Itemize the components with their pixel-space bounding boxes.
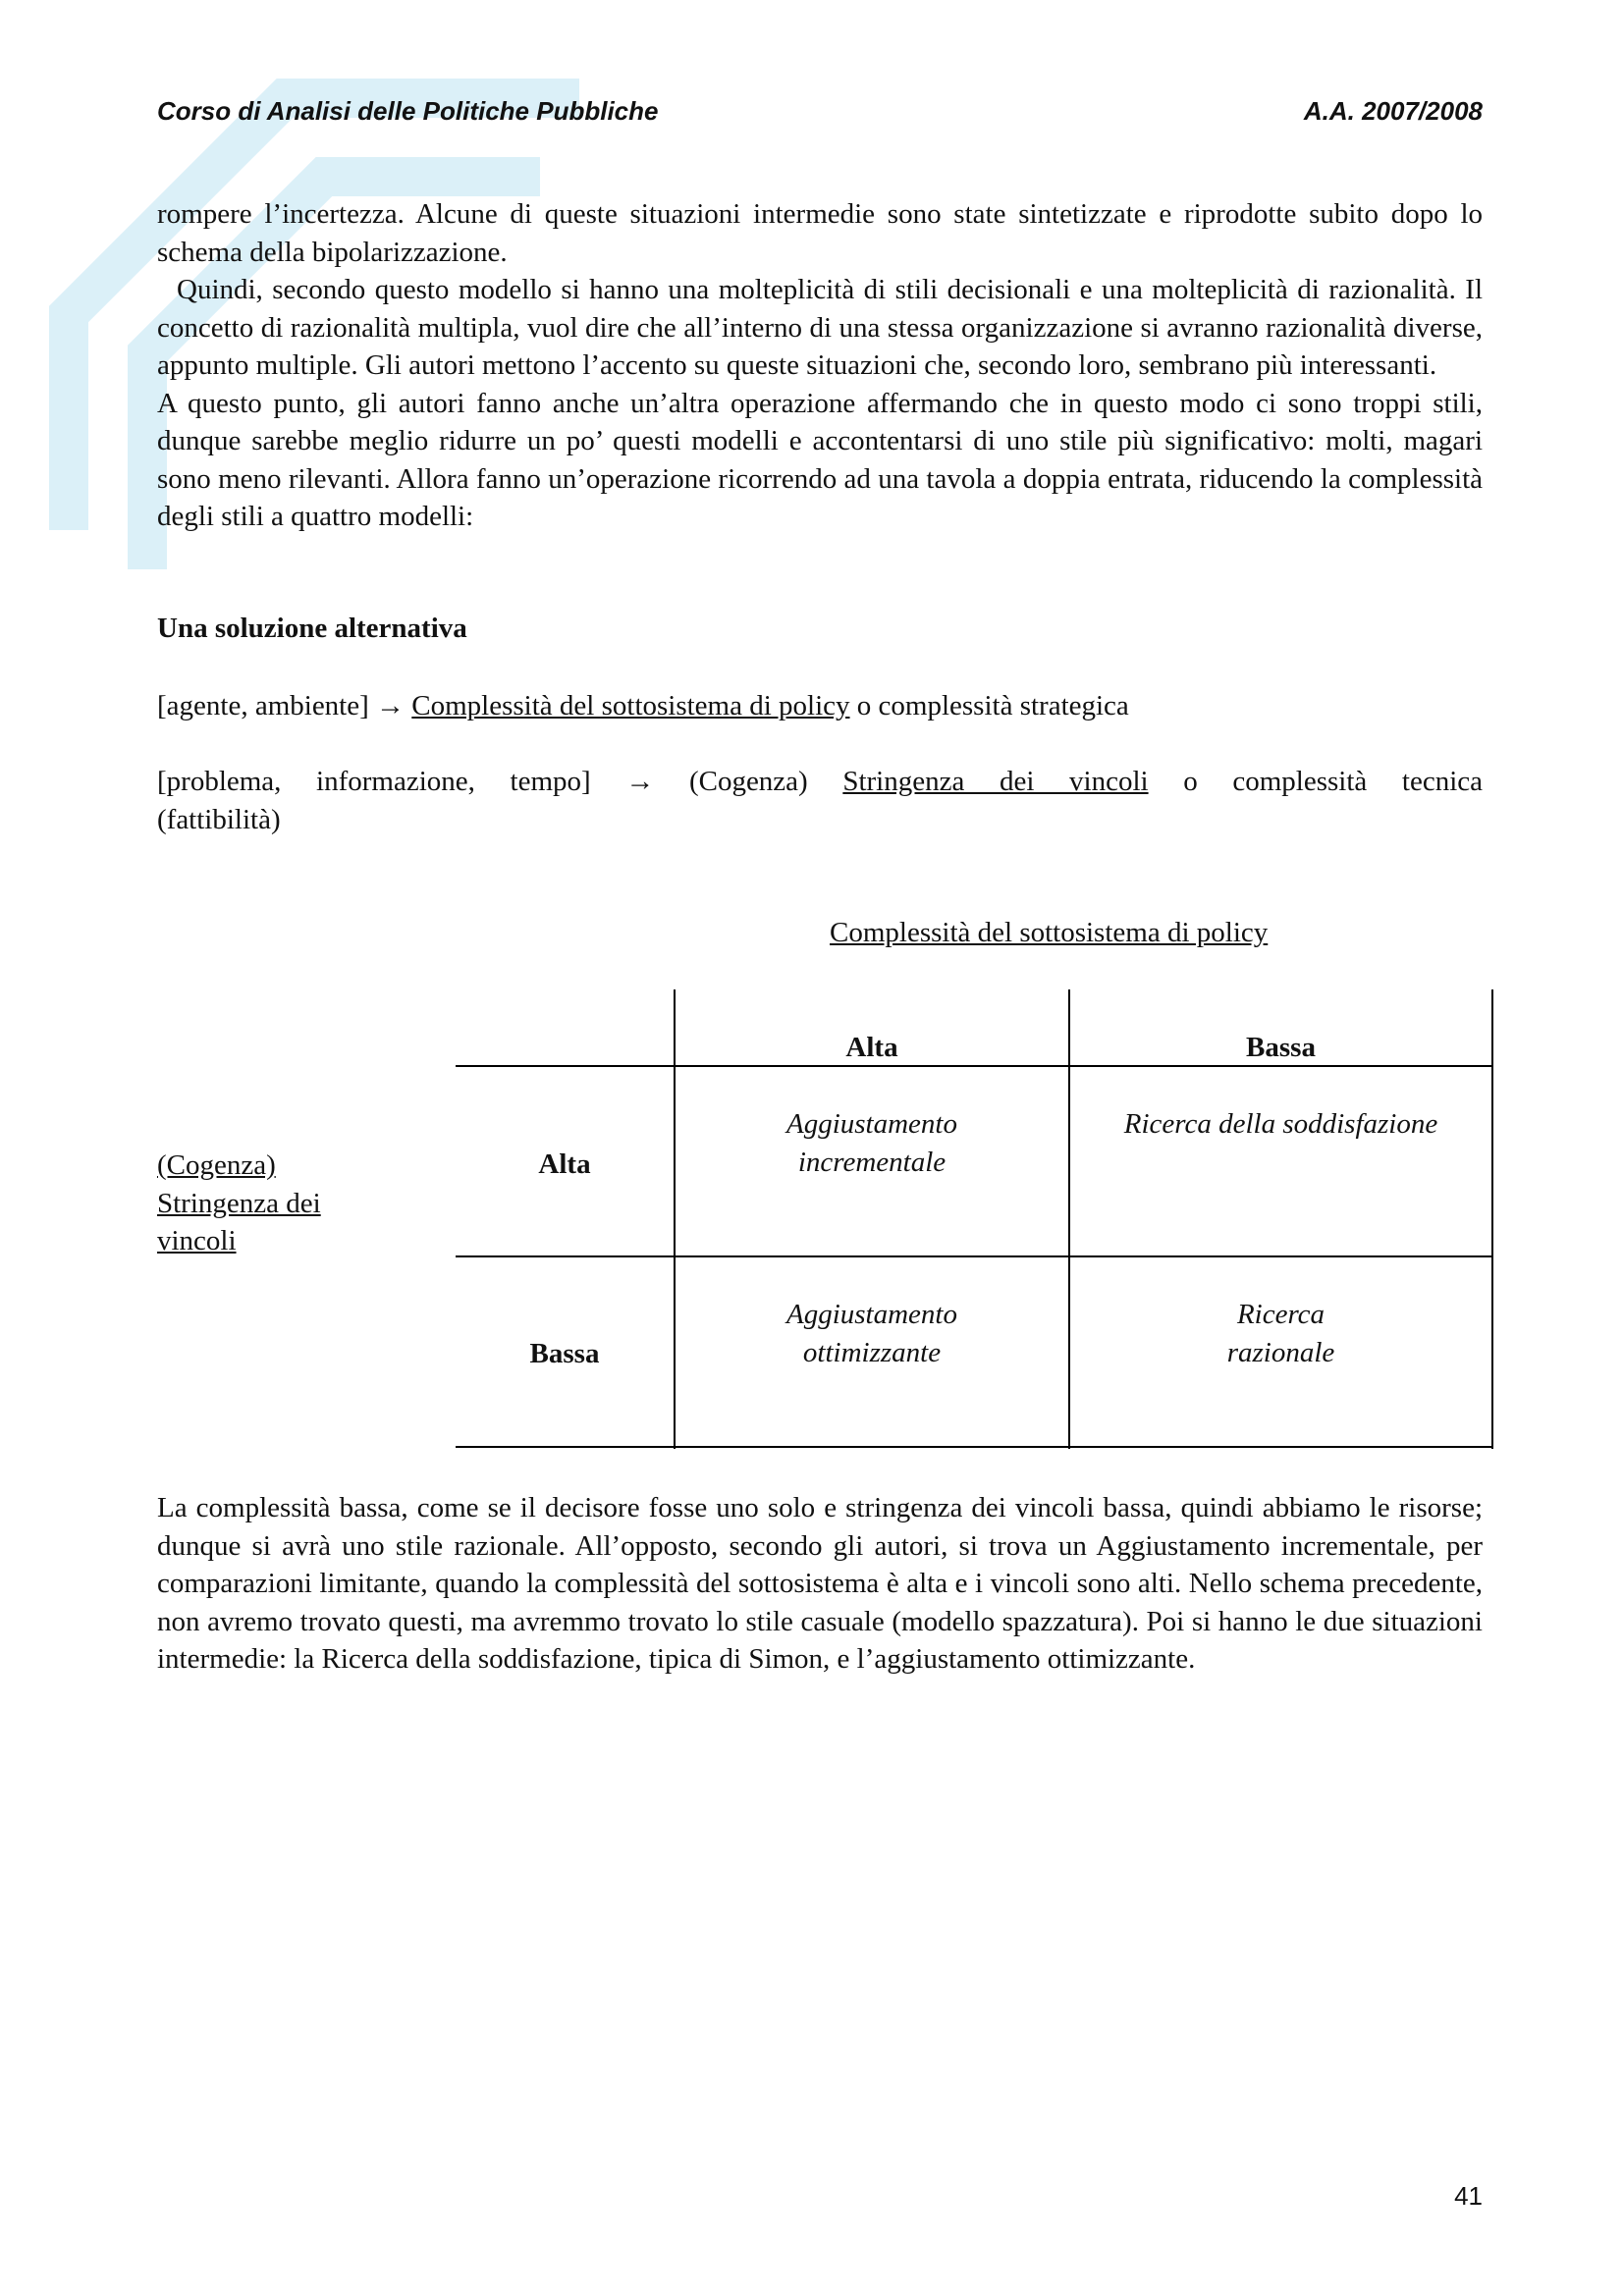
table-grid-line: [456, 1255, 1493, 1257]
arrow-icon: →: [376, 690, 406, 721]
cell-line: razionale: [1226, 1336, 1335, 1368]
page-number: 41: [1454, 2181, 1483, 2211]
cell-line: incrementale: [797, 1146, 947, 1178]
line-prefix: [agente, ambiente]: [157, 690, 369, 721]
definition-line-strategic: [157, 687, 1483, 725]
definition-line-continuation: (fattibilità): [157, 804, 281, 835]
word: tempo]: [510, 766, 591, 797]
row-header-alta: Alta: [538, 1148, 591, 1180]
page-header: [157, 96, 1483, 135]
word: [problema,: [157, 766, 282, 797]
policy-complexity-term: Complessità del sottosistema di policy: [411, 690, 850, 721]
paragraph: La complessità bassa, come se il decisore fosse uno solo e stringenza dei vincoli bassa, quindi abbiamo le risorse; dunque si avrà uno stile razionale. All’opposto, secondo gli autori, si trova un Aggiustamento incrementale, per comparazioni limitante, quando la complessità del sottosistema è alta e i vincoli sono alti. Nello schema precedente, non avremo trovato questi, ma avremmo trovato lo stile casuale (modello spazzatura). Poi si hanno le due situazioni intermedie: la Ricerca della soddisfazione, tipica di Simon, e l’aggiustamento ottimizzante.: [157, 1492, 1483, 1675]
row-group-label-line: (Cogenza): [157, 1149, 276, 1181]
paragraph: Quindi, secondo questo modello si hanno una molteplicità di stili decisionali e una molteplicità di razionalità. Il concetto di razionalità multipla, vuol dire che all’interno di una stessa organizzazione si avranno razionalità diverse, appunto multiple. Gli autori mettono l’accento su queste situazioni che, secondo loro, sembrano più interessanti.: [157, 274, 1483, 381]
cell-line: Aggiustamento: [786, 1108, 957, 1140]
table-grid-line: [1491, 989, 1493, 1449]
arrow-icon: →: [625, 766, 655, 797]
table-cell: [1070, 1105, 1491, 1144]
line-suffix: o complessità strategica: [856, 690, 1129, 721]
table-cell: [676, 1105, 1068, 1181]
word: tecnica: [1401, 766, 1483, 797]
table-grid-line: [456, 1446, 1493, 1448]
table-cell: [1070, 1296, 1491, 1371]
definition-line-technical: [157, 763, 1483, 801]
body-text: [157, 195, 1483, 536]
row-header-bassa: Bassa: [529, 1338, 600, 1369]
closing-text: [157, 1489, 1483, 1679]
cell-line: Ricerca della soddisfazione: [1123, 1108, 1438, 1140]
paragraph: rompere l’incertezza. Alcune di queste situazioni intermedie sono state sintetizzate e riprodotte subito dopo lo schema della bipolarizzazione.: [157, 198, 1483, 268]
academic-year: A.A. 2007/2008: [1303, 96, 1483, 126]
section-heading: Una soluzione alternativa: [157, 613, 467, 644]
cell-line: Ricerca: [1236, 1299, 1325, 1330]
word: o: [1183, 766, 1198, 797]
column-header-bassa: Bassa: [1246, 1032, 1316, 1063]
course-title: Corso di Analisi delle Politiche Pubbliche: [157, 96, 659, 126]
constraint-stringency-term: Stringenza dei vincoli: [842, 766, 1149, 797]
row-group-label-line: vincoli: [157, 1225, 237, 1256]
word: (Cogenza): [688, 766, 808, 797]
row-group-label-line: Stringenza dei: [157, 1187, 321, 1219]
word: informazione,: [316, 766, 475, 797]
word: complessità: [1232, 766, 1368, 797]
row-group-label: [157, 1147, 321, 1260]
paragraph: A questo punto, gli autori fanno anche un’altra operazione affermando che in questo modo ci sono troppi stili, dunque sarebbe meglio ridurre un po’ questi modelli e accontentarsi di uno stile più significativo: molti, magari sono meno rilevanti. Allora fanno un’operazione ricorrendo ad una tavola a doppia entrata, riducendo la complessità degli stili a quattro modelli:: [157, 387, 1483, 532]
table-cell: [676, 1296, 1068, 1371]
cell-line: ottimizzante: [802, 1336, 942, 1368]
column-header-alta: Alta: [845, 1032, 898, 1063]
table-title: Complessità del sottosistema di policy: [830, 917, 1269, 948]
cell-line: Aggiustamento: [786, 1299, 957, 1330]
